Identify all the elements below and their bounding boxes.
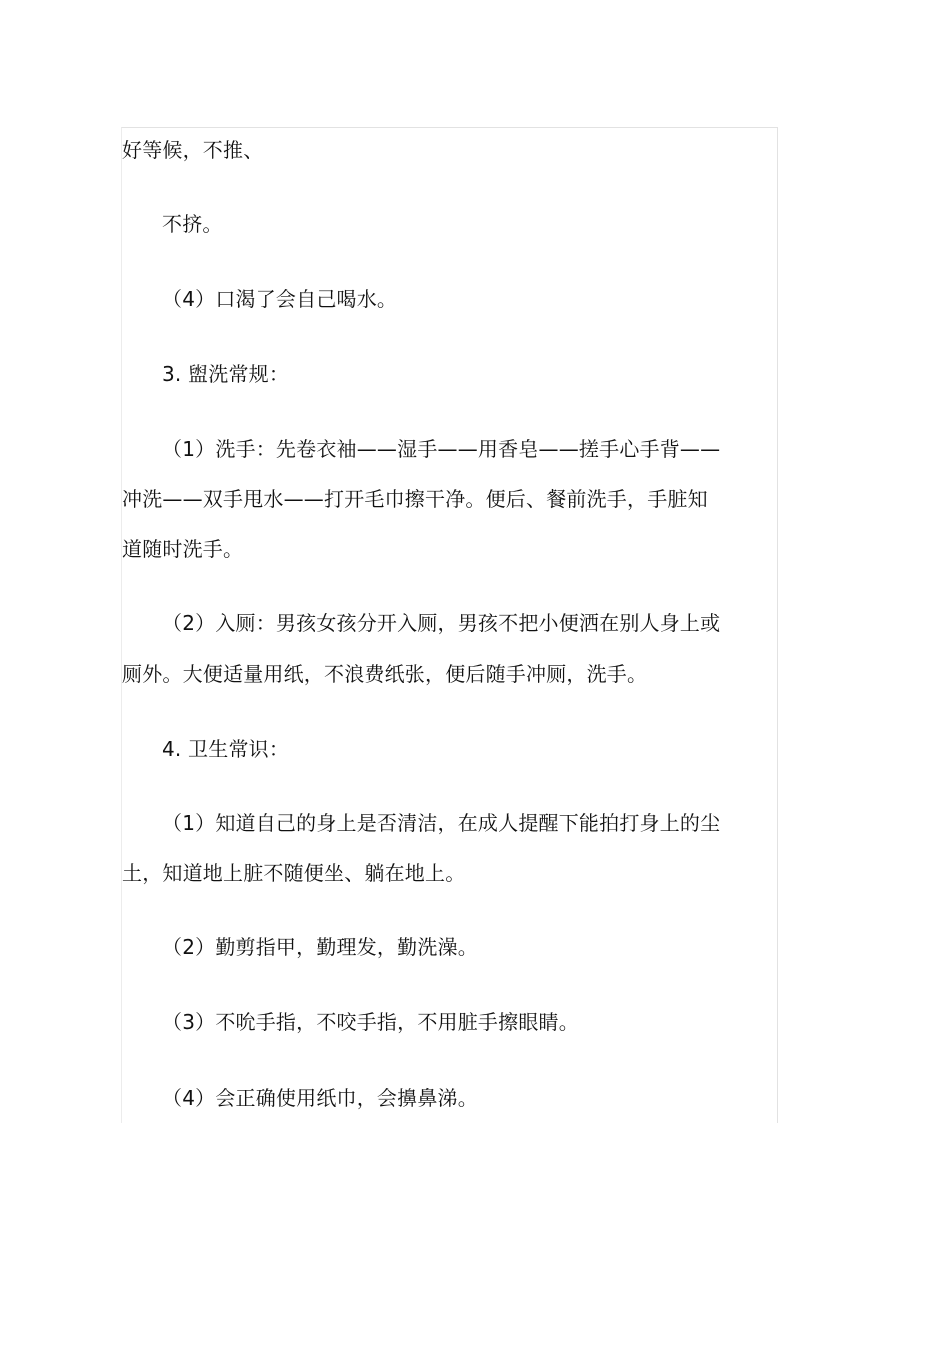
text-line: （3）不吮手指，不咬手指，不用脏手擦眼睛。: [162, 1010, 579, 1034]
text-line: （1）洗手：先卷衣袖——湿手——用香皂——搓手心手背——: [162, 437, 721, 461]
section-heading: 4. 卫生常识：: [162, 737, 290, 761]
text-line: 不挤。: [162, 212, 223, 236]
section-heading: 3. 盥洗常规：: [162, 362, 290, 386]
text-line: 道随时洗手。: [122, 537, 244, 561]
text-line: （2）入厕：男孩女孩分开入厕，男孩不把小便洒在别人身上或: [162, 611, 721, 635]
text-line: （4）口渴了会自己喝水。: [162, 287, 398, 311]
text-line: 好等候，不推、: [122, 138, 264, 162]
text-line: 厕外。大便适量用纸，不浪费纸张，便后随手冲厕，洗手。: [122, 662, 648, 686]
text-line: （1）知道自己的身上是否清洁，在成人提醒下能拍打身上的尘: [162, 811, 721, 835]
text-line: （2）勤剪指甲，勤理发，勤洗澡。: [162, 935, 478, 959]
text-line: 冲洗——双手甩水——打开毛巾擦干净。便后、餐前洗手，手脏知: [122, 487, 708, 511]
text-line: （4）会正确使用纸巾，会擤鼻涕。: [162, 1086, 478, 1110]
text-line: 土，知道地上脏不随便坐、躺在地上。: [122, 861, 466, 885]
